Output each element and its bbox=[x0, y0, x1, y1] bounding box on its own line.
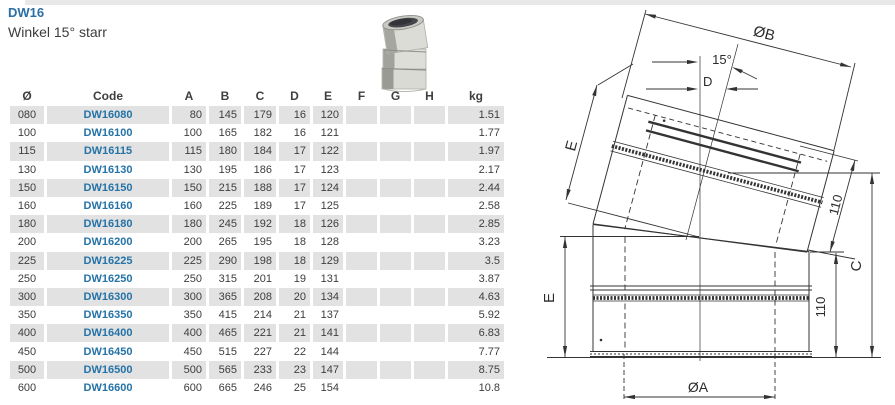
value-cell bbox=[380, 197, 411, 215]
value-cell bbox=[414, 161, 445, 179]
value-cell: 17 bbox=[293, 163, 306, 176]
product-code-link[interactable]: DW16160 bbox=[83, 200, 133, 213]
value-cell: 134 bbox=[313, 288, 343, 306]
table-row bbox=[10, 288, 504, 306]
value-cell: 214 bbox=[253, 309, 272, 322]
value-cell bbox=[346, 252, 377, 270]
table-row bbox=[10, 379, 504, 397]
value-cell bbox=[346, 288, 377, 306]
value-cell bbox=[414, 106, 445, 124]
product-code-link[interactable]: DW16180 bbox=[83, 218, 133, 231]
table-row bbox=[10, 142, 504, 160]
code-cell bbox=[47, 270, 169, 288]
code-cell bbox=[47, 179, 169, 197]
value-cell bbox=[380, 306, 411, 324]
spec-table-header bbox=[10, 86, 504, 106]
value-cell: 245 bbox=[209, 215, 241, 233]
product-code-link[interactable]: DW16400 bbox=[83, 327, 133, 340]
value-cell: 221 bbox=[244, 324, 276, 342]
code-cell bbox=[47, 252, 169, 270]
table-row bbox=[10, 361, 504, 379]
value-cell: 350 bbox=[183, 309, 202, 322]
pipe-lower-section bbox=[590, 225, 812, 357]
code-cell bbox=[47, 361, 169, 379]
table-row bbox=[10, 233, 504, 251]
dimension-d bbox=[646, 74, 758, 91]
column-header-d: D bbox=[290, 89, 299, 103]
value-cell bbox=[380, 342, 411, 360]
value-cell: 189 bbox=[253, 200, 272, 213]
value-cell: 17 bbox=[279, 179, 310, 197]
value-cell bbox=[346, 215, 377, 233]
value-cell: 300 bbox=[172, 288, 206, 306]
column-header-b: B bbox=[220, 89, 230, 103]
value-cell: 215 bbox=[209, 179, 241, 197]
value-cell: 123 bbox=[320, 163, 339, 176]
value-cell: 465 bbox=[209, 324, 241, 342]
label-e-upper: E bbox=[562, 138, 582, 153]
value-cell: 1.77 bbox=[478, 127, 500, 140]
value-cell: 6.83 bbox=[448, 324, 504, 342]
value-cell: 80 bbox=[172, 106, 206, 124]
rivet-dot-upper bbox=[663, 119, 666, 122]
value-cell bbox=[380, 142, 411, 160]
value-cell: 400 bbox=[172, 324, 206, 342]
value-cell bbox=[414, 252, 445, 270]
product-code-link[interactable]: DW16080 bbox=[83, 109, 133, 122]
product-code-link[interactable]: DW16450 bbox=[83, 345, 133, 358]
code-cell bbox=[47, 324, 169, 342]
value-cell bbox=[414, 342, 445, 360]
value-cell: 208 bbox=[244, 288, 276, 306]
value-cell bbox=[380, 106, 411, 124]
value-cell: 600 bbox=[183, 381, 202, 394]
label-angle: 15° bbox=[712, 52, 732, 67]
code-cell bbox=[47, 342, 169, 360]
value-cell: 129 bbox=[313, 252, 343, 270]
value-cell: 150 bbox=[172, 179, 206, 197]
value-cell bbox=[346, 361, 377, 379]
value-cell: 198 bbox=[244, 252, 276, 270]
value-cell: 124 bbox=[313, 179, 343, 197]
value-cell: 182 bbox=[253, 127, 272, 140]
value-cell bbox=[346, 324, 377, 342]
value-cell: 225 bbox=[10, 252, 44, 270]
table-row bbox=[10, 161, 504, 179]
value-cell: 500 bbox=[10, 361, 44, 379]
product-code-link[interactable]: DW16600 bbox=[83, 381, 133, 394]
product-header bbox=[8, 5, 107, 41]
value-cell: 120 bbox=[313, 106, 343, 124]
dimension-diameter-b bbox=[622, 10, 855, 150]
code-cell bbox=[47, 379, 169, 397]
value-cell: 565 bbox=[209, 361, 241, 379]
value-cell bbox=[346, 306, 377, 324]
code-cell bbox=[47, 306, 169, 324]
pipe-upper-section bbox=[591, 95, 836, 280]
value-cell bbox=[380, 233, 411, 251]
value-cell bbox=[414, 215, 445, 233]
value-cell: 10.8 bbox=[478, 381, 500, 394]
column-header-e: E bbox=[323, 89, 332, 103]
product-code-link[interactable]: DW16200 bbox=[83, 236, 133, 249]
value-cell: 195 bbox=[253, 236, 272, 249]
value-cell: 100 bbox=[183, 127, 202, 140]
value-cell bbox=[346, 270, 377, 288]
dimension-110-lower bbox=[810, 252, 844, 357]
product-code-link[interactable]: DW16115 bbox=[83, 145, 133, 158]
value-cell: 265 bbox=[218, 236, 237, 249]
value-cell: 450 bbox=[17, 345, 37, 358]
value-cell: 350 bbox=[17, 309, 37, 322]
value-cell: 225 bbox=[172, 252, 206, 270]
value-cell: 128 bbox=[320, 236, 339, 249]
product-code-link[interactable]: DW16225 bbox=[83, 254, 133, 267]
value-cell: 184 bbox=[244, 142, 276, 160]
table-row bbox=[10, 124, 504, 142]
value-cell: 246 bbox=[253, 381, 272, 394]
value-cell: 16 bbox=[279, 106, 310, 124]
value-cell bbox=[414, 288, 445, 306]
value-cell bbox=[414, 233, 445, 251]
value-cell bbox=[346, 179, 377, 197]
rivet-dot-lower bbox=[600, 339, 603, 342]
value-cell bbox=[346, 233, 377, 251]
product-code-link[interactable]: DW16300 bbox=[83, 290, 133, 303]
value-cell: 227 bbox=[253, 345, 272, 358]
value-cell: 365 bbox=[209, 288, 241, 306]
value-cell: 200 bbox=[183, 236, 202, 249]
value-cell: 130 bbox=[17, 163, 37, 176]
column-header-c: C bbox=[255, 89, 265, 103]
value-cell bbox=[380, 270, 411, 288]
label-c: C bbox=[848, 260, 865, 272]
value-cell: 300 bbox=[10, 288, 44, 306]
value-cell: 180 bbox=[209, 142, 241, 160]
column-header-h: H bbox=[425, 89, 434, 103]
value-cell: 122 bbox=[313, 142, 343, 160]
value-cell: 2.85 bbox=[448, 215, 504, 233]
label-d: D bbox=[703, 74, 713, 89]
label-diameter-b: ØB bbox=[751, 22, 777, 45]
product-code-link[interactable]: DW16100 bbox=[83, 127, 133, 140]
value-cell: 3.87 bbox=[478, 272, 500, 285]
table-row bbox=[10, 306, 504, 324]
table-row bbox=[10, 270, 504, 288]
value-cell: 233 bbox=[244, 361, 276, 379]
column-header-f: F bbox=[357, 89, 366, 103]
value-cell: 147 bbox=[313, 361, 343, 379]
value-cell: 18 bbox=[293, 236, 306, 249]
code-cell bbox=[47, 215, 169, 233]
value-cell: 23 bbox=[279, 361, 310, 379]
value-cell bbox=[380, 361, 411, 379]
value-cell: 315 bbox=[218, 272, 237, 285]
value-cell: 160 bbox=[17, 200, 37, 213]
value-cell bbox=[346, 379, 377, 397]
table-row bbox=[10, 324, 504, 342]
table-row bbox=[10, 106, 504, 124]
value-cell bbox=[346, 124, 377, 142]
value-cell: 1.51 bbox=[448, 106, 504, 124]
value-cell: 180 bbox=[172, 215, 206, 233]
value-cell: 130 bbox=[183, 163, 202, 176]
value-cell: 192 bbox=[244, 215, 276, 233]
value-cell: 3.5 bbox=[448, 252, 504, 270]
technical-drawing bbox=[525, 0, 895, 405]
value-cell: 131 bbox=[320, 272, 339, 285]
value-cell: 22 bbox=[293, 345, 306, 358]
value-cell: 415 bbox=[218, 309, 237, 322]
column-header-a: A bbox=[184, 89, 194, 103]
product-code-link[interactable]: DW16350 bbox=[83, 309, 133, 322]
spec-table bbox=[7, 86, 507, 397]
value-cell: 19 bbox=[293, 272, 306, 285]
code-cell bbox=[47, 106, 169, 124]
value-cell bbox=[380, 379, 411, 397]
product-name: Winkel 15° starr bbox=[8, 24, 107, 40]
code-cell bbox=[47, 124, 169, 142]
value-cell: 8.75 bbox=[448, 361, 504, 379]
value-cell bbox=[346, 197, 377, 215]
product-code-link[interactable]: DW16150 bbox=[83, 181, 133, 194]
value-cell: 400 bbox=[10, 324, 44, 342]
spec-table-container bbox=[7, 86, 507, 397]
product-photo bbox=[376, 10, 434, 94]
code-cell bbox=[47, 233, 169, 251]
value-cell bbox=[346, 142, 377, 160]
label-110-lower: 110 bbox=[813, 296, 828, 318]
column-header-diameter: Ø bbox=[22, 89, 32, 103]
value-cell: 154 bbox=[320, 381, 339, 394]
value-cell: 1.97 bbox=[448, 142, 504, 160]
table-row bbox=[10, 252, 504, 270]
product-code-link[interactable]: DW16500 bbox=[83, 363, 133, 376]
value-cell: 225 bbox=[218, 200, 237, 213]
label-e-lower: E bbox=[541, 292, 558, 304]
value-cell: 180 bbox=[10, 215, 44, 233]
value-cell: 250 bbox=[17, 272, 37, 285]
value-cell: 20 bbox=[279, 288, 310, 306]
value-cell bbox=[414, 270, 445, 288]
value-cell: 290 bbox=[209, 252, 241, 270]
column-header-g: G bbox=[390, 89, 401, 103]
value-cell bbox=[380, 288, 411, 306]
value-cell: 5.92 bbox=[478, 309, 500, 322]
value-cell: 600 bbox=[17, 381, 37, 394]
code-cell bbox=[47, 161, 169, 179]
value-cell bbox=[380, 161, 411, 179]
table-row bbox=[10, 197, 504, 215]
value-cell: 500 bbox=[172, 361, 206, 379]
value-cell: 150 bbox=[10, 179, 44, 197]
photo-upper-segment bbox=[382, 13, 428, 54]
value-cell: 145 bbox=[209, 106, 241, 124]
value-cell: 200 bbox=[17, 236, 37, 249]
value-cell: 186 bbox=[253, 163, 272, 176]
value-cell: 515 bbox=[218, 345, 237, 358]
value-cell bbox=[380, 215, 411, 233]
value-cell bbox=[380, 124, 411, 142]
value-cell: 2.44 bbox=[448, 179, 504, 197]
value-cell: 141 bbox=[313, 324, 343, 342]
value-cell bbox=[346, 342, 377, 360]
value-cell bbox=[380, 252, 411, 270]
value-cell bbox=[346, 161, 377, 179]
value-cell: 195 bbox=[218, 163, 237, 176]
value-cell bbox=[380, 179, 411, 197]
value-cell: 179 bbox=[244, 106, 276, 124]
value-cell bbox=[414, 142, 445, 160]
value-cell: 250 bbox=[183, 272, 202, 285]
product-code-link[interactable]: DW16130 bbox=[83, 163, 133, 176]
code-cell bbox=[47, 142, 169, 160]
value-cell: 121 bbox=[320, 127, 339, 140]
value-cell: 3.23 bbox=[478, 236, 500, 249]
value-cell: 080 bbox=[10, 106, 44, 124]
column-header-code: Code bbox=[93, 89, 123, 103]
value-cell bbox=[380, 324, 411, 342]
table-row bbox=[10, 215, 504, 233]
value-cell bbox=[414, 324, 445, 342]
value-cell: 21 bbox=[279, 324, 310, 342]
value-cell: 25 bbox=[293, 381, 306, 394]
value-cell bbox=[414, 179, 445, 197]
value-cell bbox=[346, 106, 377, 124]
value-cell: 18 bbox=[279, 215, 310, 233]
table-row bbox=[10, 342, 504, 360]
value-cell: 201 bbox=[253, 272, 272, 285]
value-cell: 137 bbox=[320, 309, 339, 322]
value-cell bbox=[414, 379, 445, 397]
code-cell bbox=[47, 197, 169, 215]
value-cell: 115 bbox=[172, 142, 206, 160]
table-row bbox=[10, 179, 504, 197]
value-cell bbox=[414, 197, 445, 215]
value-cell: 160 bbox=[183, 200, 202, 213]
value-cell: 2.58 bbox=[478, 200, 500, 213]
dimension-diameter-a bbox=[624, 354, 775, 401]
value-cell: 165 bbox=[218, 127, 237, 140]
label-110-upper: 110 bbox=[825, 192, 846, 217]
value-cell: 188 bbox=[244, 179, 276, 197]
value-cell bbox=[414, 361, 445, 379]
value-cell: 115 bbox=[10, 142, 44, 160]
value-cell bbox=[414, 306, 445, 324]
value-cell: 665 bbox=[218, 381, 237, 394]
dimension-110-upper bbox=[800, 146, 858, 259]
value-cell: 18 bbox=[279, 252, 310, 270]
value-cell: 16 bbox=[293, 127, 306, 140]
product-series-title: DW16 bbox=[8, 5, 45, 20]
value-cell: 21 bbox=[293, 309, 306, 322]
code-cell bbox=[47, 288, 169, 306]
column-header-kg: kg bbox=[468, 89, 483, 103]
value-cell: 126 bbox=[313, 215, 343, 233]
value-cell: 100 bbox=[17, 127, 37, 140]
label-diameter-a: ØA bbox=[687, 379, 709, 395]
value-cell: 17 bbox=[293, 200, 306, 213]
value-cell: 144 bbox=[320, 345, 339, 358]
value-cell: 7.77 bbox=[478, 345, 500, 358]
value-cell: 2.17 bbox=[478, 163, 500, 176]
product-code-link[interactable]: DW16250 bbox=[83, 272, 133, 285]
value-cell bbox=[414, 124, 445, 142]
value-cell: 125 bbox=[320, 200, 339, 213]
value-cell: 450 bbox=[183, 345, 202, 358]
value-cell: 17 bbox=[279, 142, 310, 160]
value-cell: 4.63 bbox=[448, 288, 504, 306]
